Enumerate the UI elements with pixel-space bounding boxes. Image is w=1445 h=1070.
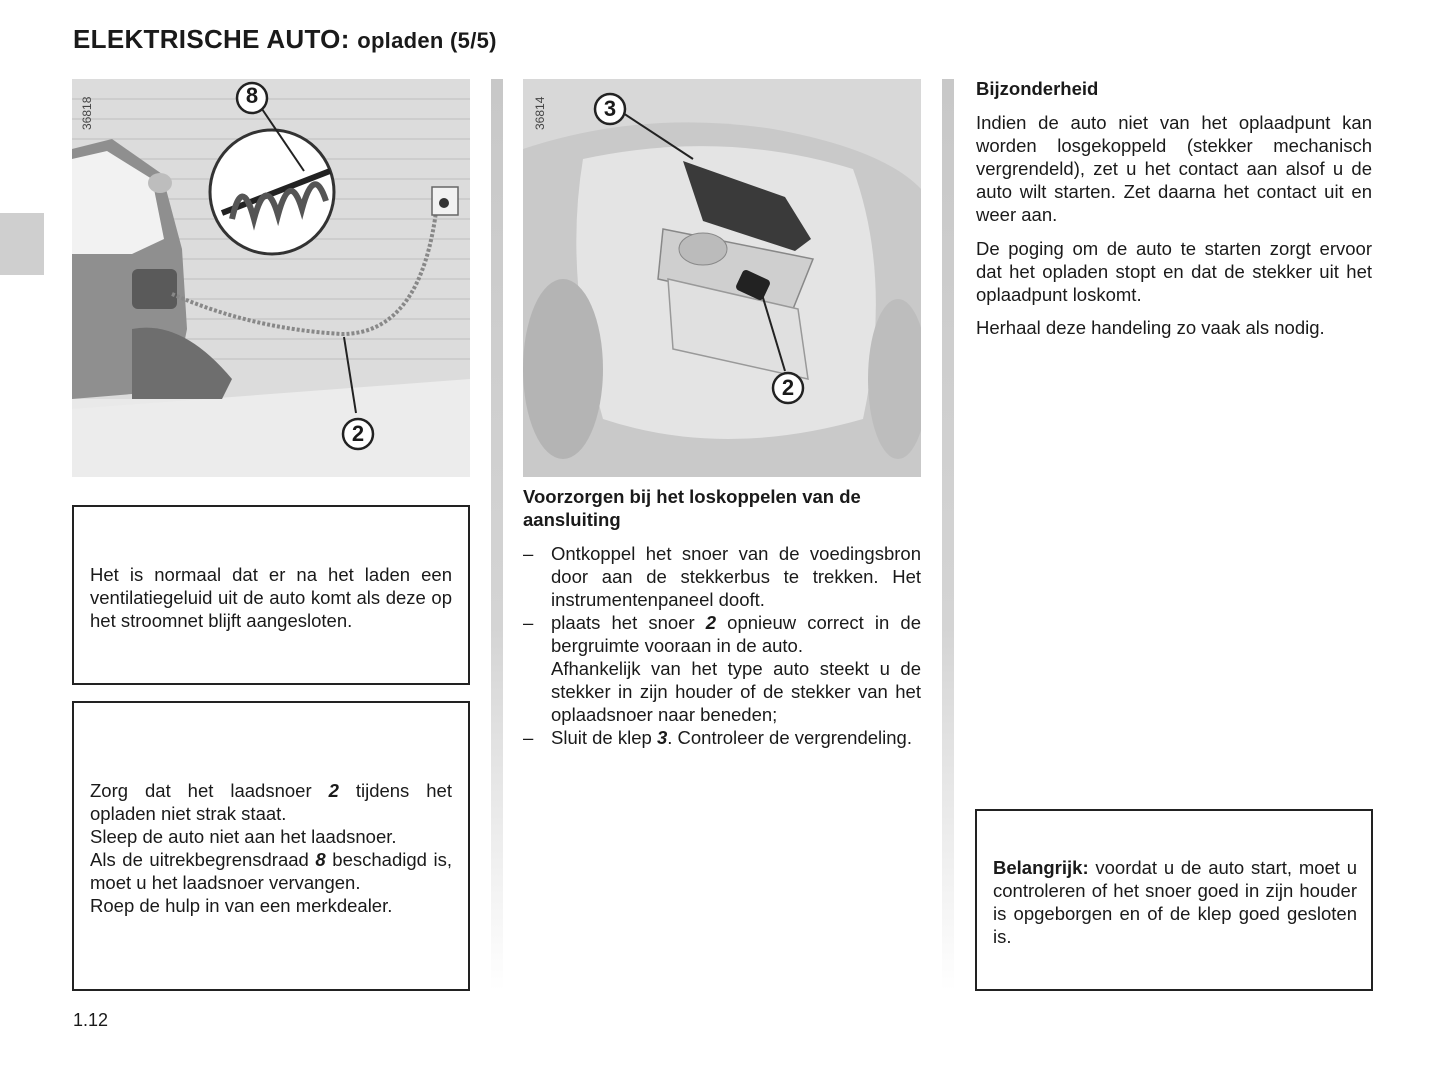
page-number: 1.12 (73, 1010, 109, 1030)
callout-8: 8 (245, 83, 259, 108)
callout-2-left: 2 (351, 421, 365, 446)
note-cable-l2: Sleep de auto niet aan het laadsnoer. (90, 826, 397, 847)
step-2-pre: plaats het snoer (551, 612, 706, 633)
step-1-text: Ontkoppel het snoer van de voedingsbron door aan de stekkerbus te trekken. Het instrumentenpaneel dooft. (551, 543, 921, 610)
special-paragraph-3: Herhaal deze handeling zo vaak als nodig. (976, 317, 1325, 338)
list-item (523, 726, 921, 749)
note-cable-l3-post: beschadigd is, moet u het laadsnoer vervangen. (90, 849, 452, 893)
note-cable-l1-num: 2 (328, 780, 339, 801)
page-title (73, 24, 497, 55)
step-3-num: 3 (656, 727, 668, 748)
section-tab (0, 213, 44, 275)
column-divider-1 (491, 79, 503, 991)
callout-2-middle: 2 (781, 375, 795, 400)
figure-charging-flap-drawing (523, 79, 921, 477)
note-cable-text (90, 779, 452, 917)
title-main: ELEKTRISCHE AUTO: (73, 24, 350, 54)
step-2-post: opnieuw correct in de bergruimte vooraan in de auto. (551, 612, 921, 656)
step-3-post: . Controleer de vergrendeling. (667, 727, 912, 748)
step-3-pre: Sluit de klep (551, 727, 657, 748)
note-cable-l1-pre: Zorg dat het laadsnoer (90, 780, 329, 801)
note-ventilation-text: Het is normaal dat er na het laden een ventilatiegeluid uit de auto komt als deze op het stroomnet blijft aangesloten. (90, 564, 452, 631)
list-item (523, 542, 921, 611)
list-item (523, 611, 921, 726)
note-box-ventilation (72, 505, 470, 685)
note-cable-l3-pre: Als de uitrekbegrensdraad (90, 849, 316, 870)
figure-charging-cable (72, 79, 470, 477)
section-heading-disconnect: Voorzorgen bij het loskoppelen van de aansluiting (523, 486, 861, 530)
column-divider-2 (942, 79, 954, 991)
title-sub: opladen (5/5) (357, 28, 497, 53)
step-2-extra: Afhankelijk van het type auto steekt u de stekker in zijn houder of de stekker van het oplaadsnoer naar beneden; (551, 658, 921, 725)
figure-number-middle: 36814 (533, 96, 547, 130)
special-paragraph-1: Indien de auto niet van het oplaadpunt kan worden losgekoppeld (stekker mechanisch vergrendeld), zet u het contact aan alsof u de auto wilt starten. Zet daarna het contact uit en weer aan. (976, 112, 1372, 225)
important-text (993, 856, 1357, 948)
section-heading-special: Bijzonderheid (976, 78, 1099, 99)
step-2-num: 2 (705, 612, 717, 633)
callout-3: 3 (603, 96, 617, 121)
important-label: Belangrijk: (993, 857, 1089, 878)
note-box-important (975, 809, 1373, 991)
note-cable-l3-num: 8 (315, 849, 326, 870)
important-body: voordat u de auto start, moet u controleren of het snoer goed in zijn houder is opgeborgen en of de klep goed gesloten is. (993, 857, 1357, 947)
note-box-cable (72, 701, 470, 991)
figure-charging-flap (523, 79, 921, 477)
figure-number-left: 36818 (80, 96, 94, 130)
special-paragraph-2: De poging om de auto te starten zorgt ervoor dat het opladen stopt en dat de stekker uit het oplaadpunt loskomt. (976, 238, 1372, 305)
note-cable-l4: Roep de hulp in van een merkdealer. (90, 895, 393, 916)
figure-charging-cable-drawing (72, 79, 470, 477)
note-cable-l1-post: tijdens het opladen niet strak staat. (90, 780, 452, 824)
disconnect-steps-list (523, 542, 921, 749)
